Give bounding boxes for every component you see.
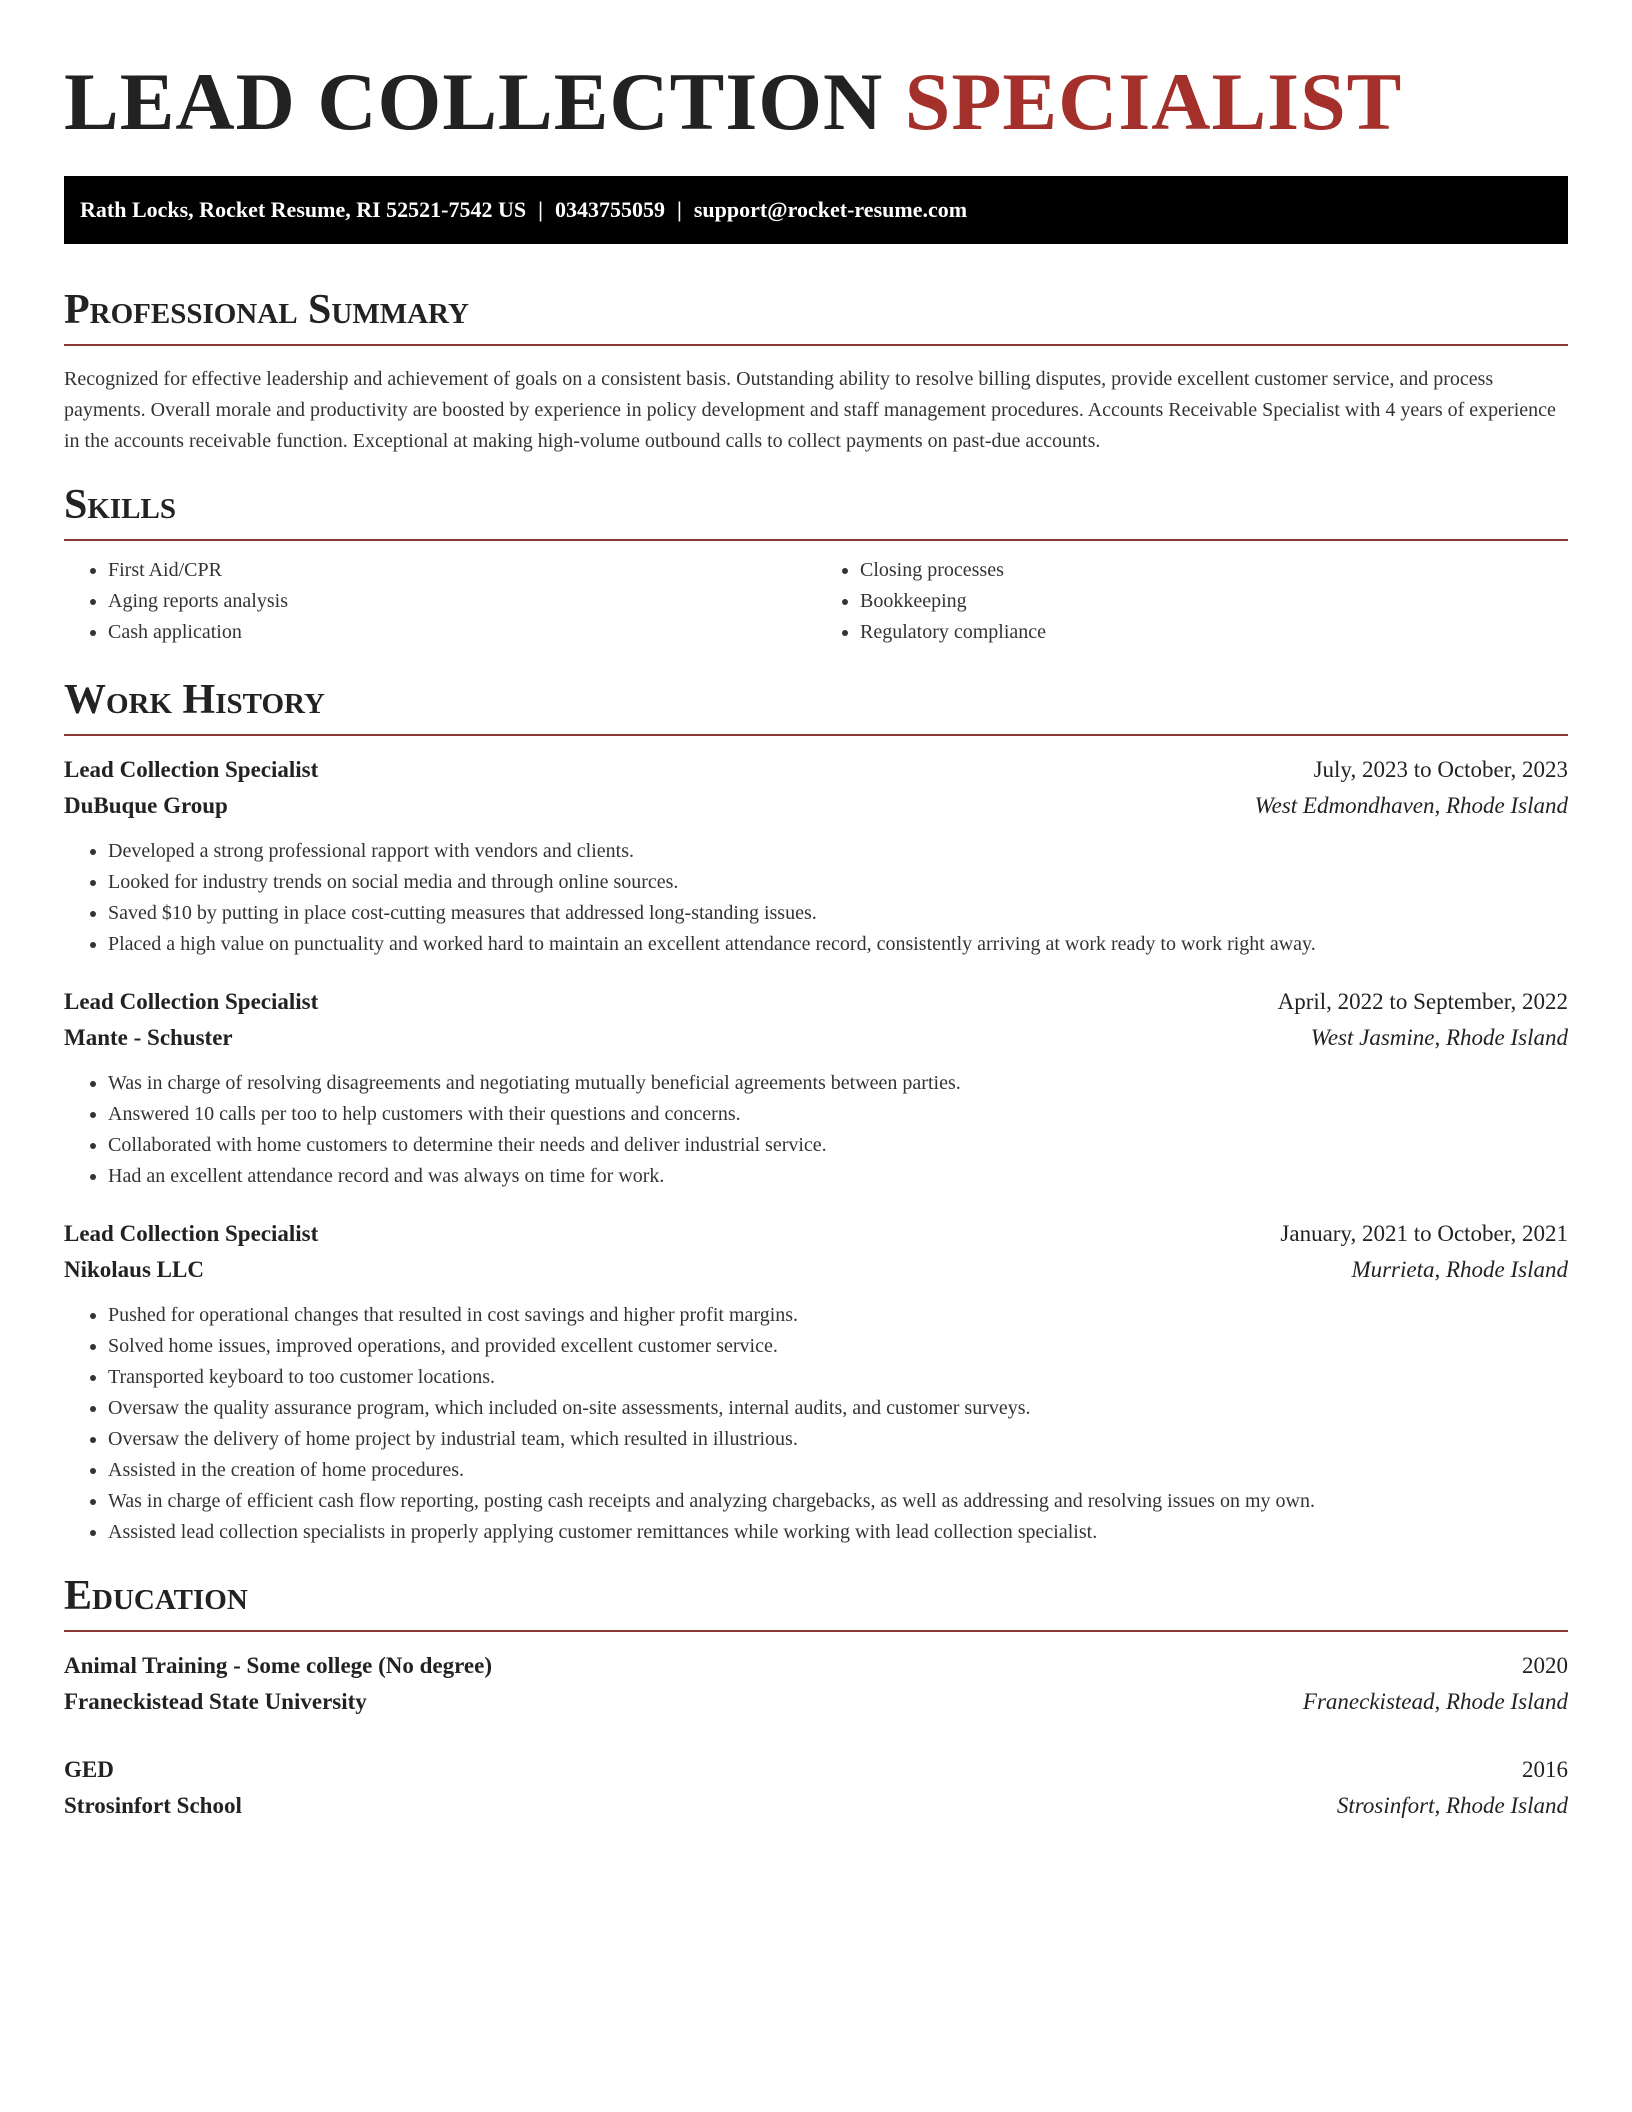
resume-name	[64, 0, 1568, 148]
summary-title: Professional Summary	[64, 287, 469, 333]
job-bullet: • Answered 10 calls per too to help customers with their questions and concerns.	[108, 1099, 1568, 1130]
job-header-row	[64, 752, 1568, 788]
education-degree: GED	[64, 1757, 114, 1782]
job-bullets	[64, 1300, 1568, 1548]
education-school-row	[64, 1684, 1568, 1720]
job-dates: July, 2023 to October, 2023	[1313, 757, 1568, 782]
skills-column-left	[64, 555, 816, 648]
education-year: 2020	[1522, 1653, 1568, 1678]
work-section	[64, 674, 1568, 1548]
job-bullet: • Pushed for operational changes that resulted in cost savings and higher profit margins.	[108, 1300, 1568, 1331]
education-school-row	[64, 1788, 1568, 1824]
skill-item: • Closing processes	[860, 555, 1568, 586]
education-entry	[64, 1648, 1568, 1720]
name-primary: LEAD COLLECTION	[64, 56, 884, 147]
job-header-row	[64, 1216, 1568, 1252]
job-bullet: • Developed a strong professional rapport with vendors and clients.	[108, 836, 1568, 867]
job-bullet: • Assisted in the creation of home procedures.	[108, 1455, 1568, 1486]
job-bullet: • Was in charge of resolving disagreements and negotiating mutually beneficial agreements between parties.	[108, 1068, 1568, 1099]
education-header-row	[64, 1752, 1568, 1788]
job-entry	[64, 752, 1568, 960]
job-bullet: • Had an excellent attendance record and was always on time for work.	[108, 1161, 1568, 1192]
education-year: 2016	[1522, 1757, 1568, 1782]
contact-email: support@rocket-resume.com	[693, 197, 968, 222]
job-title: Lead Collection Specialist	[64, 757, 319, 782]
skill-item: • Regulatory compliance	[860, 617, 1568, 648]
job-bullet: • Oversaw the delivery of home project by industrial team, which resulted in illustrious.	[108, 1424, 1568, 1455]
job-company: DuBuque Group	[64, 793, 228, 818]
job-bullet: • Transported keyboard to too customer locations.	[108, 1362, 1568, 1393]
job-title: Lead Collection Specialist	[64, 1221, 319, 1246]
name-accent: SPECIALIST	[904, 56, 1403, 147]
education-location: Franeckistead, Rhode Island	[1302, 1689, 1568, 1714]
contact-separator: |	[676, 197, 682, 222]
job-bullet: • Placed a high value on punctuality and worked hard to maintain an excellent attendance record, consistently arriving at work ready to work right away.	[108, 929, 1568, 960]
skills-title: Skills	[64, 482, 177, 528]
job-entry	[64, 984, 1568, 1192]
job-bullets	[64, 836, 1568, 960]
education-header-row	[64, 1648, 1568, 1684]
skill-item: • Cash application	[108, 617, 816, 648]
job-title: Lead Collection Specialist	[64, 989, 319, 1014]
job-bullet: • Assisted lead collection specialists in properly applying customer remittances while working with lead collection specialist.	[108, 1517, 1568, 1548]
section-divider	[64, 1630, 1568, 1632]
job-location: West Jasmine, Rhode Island	[1310, 1025, 1568, 1050]
education-title: Education	[64, 1573, 248, 1619]
education-school: Franeckistead State University	[64, 1689, 367, 1714]
job-company-row	[64, 1252, 1568, 1288]
education-section	[64, 1570, 1568, 1824]
job-location: Murrieta, Rhode Island	[1351, 1257, 1568, 1282]
section-divider	[64, 344, 1568, 346]
education-location: Strosinfort, Rhode Island	[1336, 1793, 1568, 1818]
education-degree: Animal Training - Some college (No degree)	[64, 1653, 492, 1678]
section-divider	[64, 734, 1568, 736]
job-company-row	[64, 788, 1568, 824]
summary-text: Recognized for effective leadership and achievement of goals on a consistent basis. Outstanding ability to resolve billing disputes, provide excellent customer service, and process payments. Overall morale and productivity are boosted by experience in policy development and staff management procedures. Accounts Receivable Specialist with 4 years of experience in the accounts receivable function. Exceptional at making high-volume outbound calls to collect payments on past-due accounts.	[64, 368, 1556, 452]
job-bullets	[64, 1068, 1568, 1192]
contact-bar	[64, 176, 1568, 244]
skills-column-right	[816, 555, 1568, 648]
work-title: Work History	[64, 677, 325, 723]
job-company-row	[64, 1020, 1568, 1056]
skill-item: • Bookkeeping	[860, 586, 1568, 617]
skill-item: • Aging reports analysis	[108, 586, 816, 617]
skills-grid	[64, 555, 1568, 648]
job-entry	[64, 1216, 1568, 1548]
section-divider	[64, 539, 1568, 541]
job-bullet: • Was in charge of efficient cash flow reporting, posting cash receipts and analyzing chargebacks, as well as addressing and resolving issues on my own.	[108, 1486, 1568, 1517]
job-dates: January, 2021 to October, 2021	[1280, 1221, 1568, 1246]
job-bullet: • Looked for industry trends on social media and through online sources.	[108, 867, 1568, 898]
skill-item: • First Aid/CPR	[108, 555, 816, 586]
skills-section	[64, 479, 1568, 648]
job-dates: April, 2022 to September, 2022	[1277, 989, 1568, 1014]
education-entry	[64, 1752, 1568, 1824]
job-bullet: • Oversaw the quality assurance program, which included on-site assessments, internal audits, and customer surveys.	[108, 1393, 1568, 1424]
job-bullet: • Solved home issues, improved operations, and provided excellent customer service.	[108, 1331, 1568, 1362]
summary-section	[64, 284, 1568, 457]
job-bullet: • Collaborated with home customers to determine their needs and deliver industrial service.	[108, 1130, 1568, 1161]
education-school: Strosinfort School	[64, 1793, 242, 1818]
job-bullet: • Saved $10 by putting in place cost-cutting measures that addressed long-standing issues.	[108, 898, 1568, 929]
contact-phone: 0343755059	[554, 197, 665, 222]
job-location: West Edmondhaven, Rhode Island	[1254, 793, 1568, 818]
job-company: Mante - Schuster	[64, 1025, 233, 1050]
contact-address: Rath Locks, Rocket Resume, RI 52521-7542 US	[80, 197, 527, 222]
job-company: Nikolaus LLC	[64, 1257, 204, 1282]
job-header-row	[64, 984, 1568, 1020]
contact-separator: |	[538, 197, 543, 222]
